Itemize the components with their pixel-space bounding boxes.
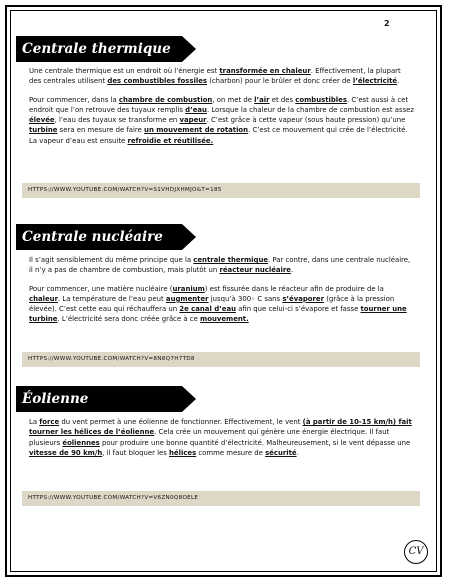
text-run: . Effectivement, la plupart des centrales utilisent bbox=[29, 67, 401, 86]
page-number: 2 bbox=[384, 19, 390, 28]
key-term: 2e canal d’eau bbox=[179, 305, 236, 314]
key-term: l’électricité bbox=[352, 77, 398, 86]
text-run: comme mesure de bbox=[196, 448, 266, 457]
text-run: jusqu’à 300◦ C sans bbox=[208, 294, 283, 303]
key-term: augmenter bbox=[165, 294, 209, 303]
text-run: . bbox=[397, 77, 400, 86]
section-title: Centrale thermique bbox=[22, 41, 171, 57]
text-run: , on met de bbox=[212, 95, 255, 104]
paragraph bbox=[29, 284, 415, 325]
key-term: hélices bbox=[169, 448, 197, 457]
key-term: (à partir de 10-15 km/h) fait tourner les hélices de l’éolienne bbox=[29, 418, 412, 437]
text-run: . L’électricité sera donc créée grâce à ce bbox=[57, 315, 201, 324]
section-banner-nucleaire bbox=[16, 224, 196, 250]
text-run: sera en mesure de faire bbox=[57, 126, 145, 135]
section-body-nucleaire bbox=[29, 255, 415, 325]
text-run: . bbox=[290, 266, 294, 275]
text-run: du vent permet à une éolienne de fonctionner. Effectivement, le vent bbox=[59, 418, 303, 426]
key-term: combustibles bbox=[295, 95, 347, 104]
paragraph bbox=[29, 66, 415, 87]
text-run: Il s’agit sensiblement du même principe que la bbox=[29, 256, 194, 264]
text-run: Une centrale thermique est un endroit où l’énergie est bbox=[29, 67, 220, 75]
text-run: La bbox=[29, 418, 40, 426]
text-run: . C’est aussi à cet endroit que l’on retrouve des tuyaux remplis bbox=[29, 95, 409, 114]
key-term: chambre de combustion bbox=[118, 95, 213, 104]
key-term: tourner une turbine bbox=[29, 305, 407, 324]
key-term: mouvement. bbox=[200, 315, 249, 324]
section-banner-thermique bbox=[16, 36, 196, 62]
key-term: transformée en chaleur bbox=[219, 67, 311, 75]
section-body-eolienne bbox=[29, 417, 415, 458]
key-term: réacteur nucléaire bbox=[219, 266, 291, 275]
text-run: . Par contre, dans une centrale nucléaire, il n’y a pas de chambre de combustion, mais plutôt un bbox=[29, 256, 411, 275]
text-run: (charbon) pour le brûler et donc créer de bbox=[207, 77, 353, 86]
text-run: pour produire une bonne quantité d’électricité. Malheureusement, si le vent dépasse une bbox=[99, 438, 411, 447]
key-term: vapeur bbox=[179, 116, 207, 125]
text-run: Pour commencer, dans la bbox=[29, 95, 119, 104]
key-term: force bbox=[39, 418, 60, 426]
section-body-thermique bbox=[29, 66, 415, 146]
paragraph bbox=[29, 255, 415, 276]
text-run: afin que celui-ci s’évapore et fasse bbox=[236, 305, 361, 314]
key-term: chaleur bbox=[29, 294, 58, 303]
key-term: des combustibles fossiles bbox=[107, 77, 207, 86]
key-term: un mouvement de rotation bbox=[144, 126, 249, 135]
key-term: éoliennes bbox=[62, 438, 100, 447]
key-term: d’eau bbox=[185, 105, 207, 114]
key-term: centrale thermique bbox=[193, 256, 269, 264]
paragraph bbox=[29, 417, 415, 458]
section-title: Centrale nucléaire bbox=[22, 229, 163, 245]
video-link[interactable]: HTTPS://WWW.YOUTUBE.COM/WATCH?V=V6ZN0Q8OELE bbox=[22, 491, 420, 506]
key-term: l’air bbox=[254, 95, 270, 104]
text-run: ) est fissurée dans le réacteur afin de produire de la bbox=[204, 284, 384, 293]
key-term: turbine bbox=[29, 126, 58, 135]
section-title: Éolienne bbox=[22, 391, 89, 407]
paragraph bbox=[29, 95, 415, 146]
author-badge: CV bbox=[404, 540, 428, 564]
text-run: . Cela crée un mouvement qui génère une énergie électrique. Il faut plusieurs bbox=[29, 428, 390, 447]
text-run: (grâce à la pression élevée). C’est cette eau qui réchauffera un bbox=[29, 294, 395, 314]
text-run: Pour commencer, une matière nucléaire ( bbox=[29, 284, 173, 293]
key-term: élevée bbox=[29, 116, 55, 125]
video-link[interactable]: HTTPS://WWW.YOUTUBE.COM/WATCH?V=S1VHDJXHMJO&T=185 bbox=[22, 183, 420, 198]
text-run: , l’eau des tuyaux se transforme en bbox=[54, 116, 180, 125]
text-run: . C’est grâce à cette vapeur (sous haute pression) qu’une bbox=[206, 116, 406, 125]
section-banner-eolienne bbox=[16, 386, 196, 412]
key-term: uranium bbox=[172, 284, 205, 293]
text-run: et des bbox=[269, 95, 296, 104]
video-link[interactable]: HTTPS://WWW.YOUTUBE.COM/WATCH?V=8N8Q7H7TD8 bbox=[22, 352, 420, 367]
text-run: . C’est ce mouvement qui crée de l’électricité. La vapeur d’eau est ensuite bbox=[29, 126, 408, 145]
key-term: refroidie et réutilisée. bbox=[127, 136, 214, 145]
text-run: . La température de l’eau peut bbox=[57, 294, 166, 303]
key-term: s’évaporer bbox=[282, 294, 324, 303]
key-term: sécurité bbox=[265, 448, 297, 457]
text-run: , il faut bloquer les bbox=[102, 448, 170, 457]
text-run: . Lorsque la chaleur de la chambre de combustion est assez bbox=[206, 105, 415, 114]
text-run: . bbox=[296, 448, 299, 457]
key-term: vitesse de 90 km/h bbox=[29, 448, 103, 457]
